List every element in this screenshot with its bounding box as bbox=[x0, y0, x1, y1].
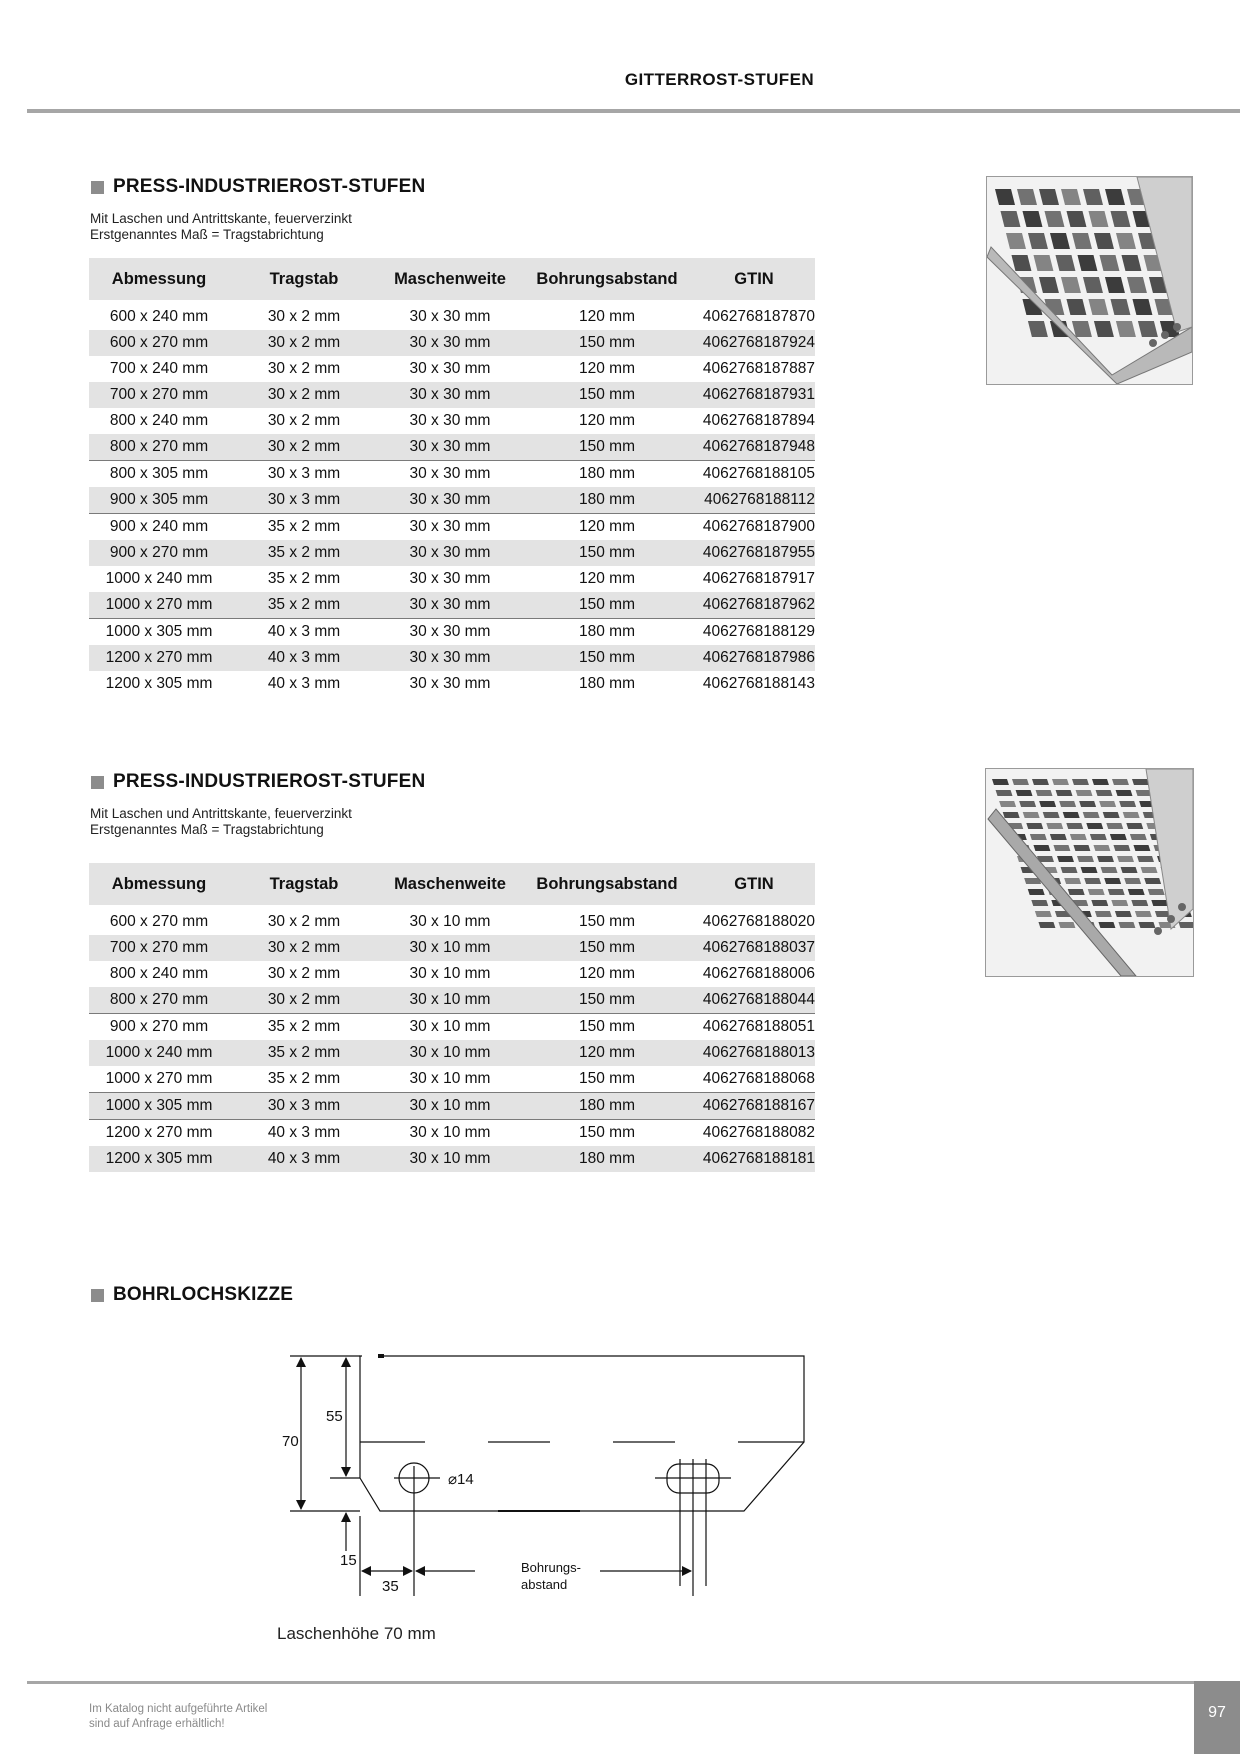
table-cell: 30 x 2 mm bbox=[229, 382, 379, 408]
table-cell: 180 mm bbox=[521, 461, 693, 488]
table-cell: 30 x 30 mm bbox=[379, 514, 521, 541]
column-header: Bohrungsabstand bbox=[521, 863, 693, 907]
table-cell: 35 x 2 mm bbox=[229, 1014, 379, 1041]
table-cell: 4062768188044 bbox=[693, 987, 815, 1014]
table-row bbox=[89, 645, 815, 671]
table-header-row bbox=[89, 258, 815, 302]
table-cell: 30 x 2 mm bbox=[267, 965, 341, 982]
drawing-section-title bbox=[91, 1284, 293, 1306]
table-row bbox=[89, 935, 815, 961]
table-row bbox=[89, 907, 815, 935]
table-cell: 1200 x 305 mm bbox=[89, 1146, 229, 1172]
column-header: Maschenweite bbox=[379, 258, 521, 302]
section-1-desc-line2: Erstgenanntes Maß = Tragstabrichtung bbox=[90, 227, 324, 242]
grating-step-photo-1 bbox=[986, 176, 1193, 385]
table-cell: 30 x 2 mm bbox=[267, 412, 341, 429]
table-cell: 30 x 30 mm bbox=[409, 570, 491, 587]
table-cell: 30 x 30 mm bbox=[379, 382, 521, 408]
section-marker-icon bbox=[91, 776, 104, 789]
table-row bbox=[89, 408, 815, 434]
section-marker-icon bbox=[91, 181, 104, 194]
table-cell: 30 x 10 mm bbox=[379, 1120, 521, 1147]
footer-note-line1: Im Katalog nicht aufgeführte Artikel bbox=[89, 1703, 268, 1715]
table-row bbox=[89, 540, 815, 566]
table-cell: 30 x 10 mm bbox=[379, 987, 521, 1014]
hole-diameter-label: ⌀14 bbox=[448, 1471, 474, 1488]
column-header: Tragstab bbox=[229, 863, 379, 907]
table-row bbox=[89, 514, 815, 541]
table-cell: 1200 x 270 mm bbox=[89, 645, 229, 671]
dim-55-label: 55 bbox=[326, 1408, 343, 1425]
table-row bbox=[89, 487, 815, 514]
table-cell: 120 mm bbox=[521, 514, 693, 541]
table-cell: 4062768188167 bbox=[693, 1093, 815, 1120]
table-cell: 30 x 2 mm bbox=[267, 360, 341, 377]
table-cell: 120 mm bbox=[579, 308, 635, 325]
table-cell: 35 x 2 mm bbox=[229, 592, 379, 619]
table-cell: 40 x 3 mm bbox=[229, 619, 379, 646]
table-row bbox=[89, 592, 815, 619]
table-cell: 30 x 30 mm bbox=[379, 434, 521, 461]
table-row bbox=[89, 1014, 815, 1041]
table-cell: 800 x 270 mm bbox=[89, 987, 229, 1014]
table-row bbox=[89, 330, 815, 356]
table-cell: 150 mm bbox=[521, 592, 693, 619]
table-cell: 4062768188006 bbox=[702, 965, 815, 982]
spacing-label-line1: Bohrungs- bbox=[521, 1560, 581, 1575]
table-cell: 1000 x 270 mm bbox=[89, 592, 229, 619]
table-cell: 4062768187986 bbox=[693, 645, 815, 671]
table-cell: 4062768188082 bbox=[693, 1120, 815, 1147]
spacing-label-line2: abstand bbox=[521, 1577, 568, 1592]
table-row bbox=[89, 356, 815, 382]
table-cell: 150 mm bbox=[579, 1070, 635, 1087]
footer-note bbox=[89, 1702, 267, 1732]
table-cell: 30 x 10 mm bbox=[379, 1014, 521, 1041]
table-cell: 40 x 3 mm bbox=[229, 1120, 379, 1147]
table-cell: 1000 x 305 mm bbox=[89, 619, 229, 646]
table-cell: 1200 x 270 mm bbox=[89, 1120, 229, 1147]
dim-15-label: 15 bbox=[340, 1552, 357, 1569]
table-cell: 35 x 2 mm bbox=[229, 514, 379, 541]
table-row bbox=[89, 1040, 815, 1066]
footer-note-line2: sind auf Anfrage erhältlich! bbox=[89, 1718, 225, 1730]
table-row bbox=[89, 434, 815, 461]
table-row bbox=[89, 671, 815, 697]
table-cell: 700 x 270 mm bbox=[89, 935, 229, 961]
table-header-row bbox=[89, 863, 815, 907]
table-cell: 1000 x 240 mm bbox=[89, 1040, 229, 1066]
section-2-desc-line2: Erstgenanntes Maß = Tragstabrichtung bbox=[90, 822, 324, 837]
table-cell: 30 x 10 mm bbox=[379, 1146, 521, 1172]
table-row bbox=[89, 1093, 815, 1120]
table-cell: 4062768188068 bbox=[702, 1070, 815, 1087]
table-cell: 1200 x 305 mm bbox=[105, 675, 213, 692]
table-cell: 30 x 30 mm bbox=[379, 540, 521, 566]
table-cell: 4062768187870 bbox=[702, 308, 815, 325]
section-marker-icon bbox=[91, 1289, 104, 1302]
table-cell: 30 x 10 mm bbox=[409, 1070, 491, 1087]
table-cell: 30 x 3 mm bbox=[229, 1093, 379, 1120]
table-cell: 150 mm bbox=[521, 935, 693, 961]
dim-35-label: 35 bbox=[382, 1578, 399, 1595]
table-cell: 4062768187887 bbox=[702, 360, 815, 377]
column-header: Maschenweite bbox=[379, 863, 521, 907]
table-cell: 800 x 270 mm bbox=[89, 434, 229, 461]
table-cell: 4062768187917 bbox=[702, 570, 815, 587]
table-cell: 150 mm bbox=[579, 913, 635, 930]
table-row bbox=[89, 302, 815, 330]
table-row bbox=[89, 382, 815, 408]
table-cell: 120 mm bbox=[579, 570, 635, 587]
table-cell: 30 x 30 mm bbox=[379, 592, 521, 619]
section-2-spec-table bbox=[89, 863, 815, 1172]
table-cell: 180 mm bbox=[521, 487, 693, 514]
table-row bbox=[89, 1066, 815, 1093]
table-cell: 30 x 3 mm bbox=[229, 461, 379, 488]
table-cell: 4062768188051 bbox=[693, 1014, 815, 1041]
table-cell: 120 mm bbox=[579, 412, 635, 429]
table-cell: 35 x 2 mm bbox=[267, 1070, 341, 1087]
table-row bbox=[89, 461, 815, 488]
table-cell: 40 x 3 mm bbox=[267, 675, 341, 692]
table-cell: 4062768187900 bbox=[693, 514, 815, 541]
table-cell: 600 x 270 mm bbox=[109, 913, 209, 930]
table-row bbox=[89, 619, 815, 646]
section-2-description bbox=[90, 806, 352, 838]
column-header: GTIN bbox=[693, 258, 815, 302]
table-cell: 4062768187931 bbox=[693, 382, 815, 408]
table-cell: 4062768188013 bbox=[693, 1040, 815, 1066]
table-cell: 900 x 270 mm bbox=[89, 540, 229, 566]
table-cell: 35 x 2 mm bbox=[229, 540, 379, 566]
drill-hole-sketch bbox=[270, 1346, 810, 1608]
table-cell: 30 x 30 mm bbox=[409, 308, 491, 325]
table-cell: 150 mm bbox=[521, 382, 693, 408]
table-cell: 120 mm bbox=[521, 1040, 693, 1066]
table-cell: 4062768187948 bbox=[693, 434, 815, 461]
table-row bbox=[89, 961, 815, 987]
section-2-title-text: PRESS-INDUSTRIEROST-STUFEN bbox=[113, 771, 426, 792]
table-cell: 800 x 305 mm bbox=[89, 461, 229, 488]
table-cell: 30 x 10 mm bbox=[409, 913, 491, 930]
section-1-title bbox=[91, 176, 425, 198]
table-cell: 4062768188181 bbox=[693, 1146, 815, 1172]
table-row bbox=[89, 1120, 815, 1147]
table-cell: 800 x 240 mm bbox=[109, 412, 209, 429]
table-cell: 1000 x 305 mm bbox=[89, 1093, 229, 1120]
table-cell: 1000 x 270 mm bbox=[105, 1070, 213, 1087]
drawing-caption: Laschenhöhe 70 mm bbox=[277, 1624, 436, 1643]
table-cell: 150 mm bbox=[521, 1014, 693, 1041]
table-cell: 150 mm bbox=[521, 645, 693, 671]
table-cell: 150 mm bbox=[521, 987, 693, 1014]
dim-70-label: 70 bbox=[282, 1433, 299, 1450]
column-header: Abmessung bbox=[89, 863, 229, 907]
table-cell: 35 x 2 mm bbox=[267, 570, 341, 587]
table-cell: 4062768188143 bbox=[702, 675, 815, 692]
table-cell: 150 mm bbox=[521, 540, 693, 566]
table-cell: 40 x 3 mm bbox=[229, 1146, 379, 1172]
column-header: GTIN bbox=[693, 863, 815, 907]
section-1-title-text: PRESS-INDUSTRIEROST-STUFEN bbox=[113, 176, 426, 197]
drawing-section-title-text: BOHRLOCHSKIZZE bbox=[113, 1284, 294, 1305]
table-cell: 30 x 10 mm bbox=[379, 1093, 521, 1120]
section-1-desc-line1: Mit Laschen und Antrittskante, feuerverzinkt bbox=[90, 211, 352, 226]
table-cell: 30 x 30 mm bbox=[379, 619, 521, 646]
table-cell: 35 x 2 mm bbox=[229, 1040, 379, 1066]
table-cell: 30 x 2 mm bbox=[229, 987, 379, 1014]
table-cell: 120 mm bbox=[579, 965, 635, 982]
table-cell: 30 x 3 mm bbox=[229, 487, 379, 514]
column-header: Tragstab bbox=[229, 258, 379, 302]
table-cell: 4062768187894 bbox=[702, 412, 815, 429]
table-cell: 700 x 270 mm bbox=[89, 382, 229, 408]
table-cell: 30 x 30 mm bbox=[409, 675, 491, 692]
table-cell: 30 x 2 mm bbox=[229, 330, 379, 356]
table-cell: 800 x 240 mm bbox=[109, 965, 209, 982]
table-cell: 30 x 2 mm bbox=[267, 913, 341, 930]
table-cell: 4062768187924 bbox=[693, 330, 815, 356]
table-cell: 150 mm bbox=[521, 434, 693, 461]
table-cell: 180 mm bbox=[579, 675, 635, 692]
table-cell: 600 x 270 mm bbox=[89, 330, 229, 356]
table-cell: 4062768188112 bbox=[693, 487, 815, 514]
column-header: Bohrungsabstand bbox=[521, 258, 693, 302]
table-cell: 4062768188105 bbox=[693, 461, 815, 488]
table-cell: 900 x 270 mm bbox=[89, 1014, 229, 1041]
table-cell: 30 x 2 mm bbox=[229, 434, 379, 461]
page-header-title: GITTERROST-STUFEN bbox=[624, 70, 814, 89]
table-cell: 30 x 10 mm bbox=[409, 965, 491, 982]
table-cell: 180 mm bbox=[521, 619, 693, 646]
table-cell: 30 x 30 mm bbox=[409, 412, 491, 429]
table-cell: 30 x 10 mm bbox=[379, 935, 521, 961]
table-cell: 30 x 2 mm bbox=[267, 308, 341, 325]
header-rule bbox=[27, 109, 1240, 113]
table-cell: 4062768188037 bbox=[693, 935, 815, 961]
table-cell: 180 mm bbox=[521, 1093, 693, 1120]
table-cell: 600 x 240 mm bbox=[109, 308, 209, 325]
table-cell: 180 mm bbox=[521, 1146, 693, 1172]
table-cell: 900 x 240 mm bbox=[89, 514, 229, 541]
table-cell: 30 x 2 mm bbox=[229, 935, 379, 961]
table-cell: 1000 x 240 mm bbox=[105, 570, 213, 587]
table-cell: 30 x 10 mm bbox=[379, 1040, 521, 1066]
table-cell: 4062768187955 bbox=[693, 540, 815, 566]
table-cell: 40 x 3 mm bbox=[229, 645, 379, 671]
table-row bbox=[89, 1146, 815, 1172]
page-number: 97 bbox=[1194, 1681, 1240, 1754]
table-cell: 30 x 30 mm bbox=[379, 487, 521, 514]
footer-rule bbox=[27, 1681, 1194, 1684]
table-cell: 4062768188020 bbox=[702, 913, 815, 930]
section-2-title bbox=[91, 771, 425, 793]
table-cell: 30 x 30 mm bbox=[379, 461, 521, 488]
table-cell: 150 mm bbox=[521, 1120, 693, 1147]
table-cell: 4062768187962 bbox=[693, 592, 815, 619]
section-1-description bbox=[90, 211, 352, 243]
table-cell: 700 x 240 mm bbox=[109, 360, 209, 377]
table-cell: 150 mm bbox=[521, 330, 693, 356]
grating-step-photo-2 bbox=[985, 768, 1194, 977]
table-row bbox=[89, 566, 815, 592]
table-cell: 120 mm bbox=[579, 360, 635, 377]
table-cell: 4062768188129 bbox=[693, 619, 815, 646]
table-row bbox=[89, 987, 815, 1014]
column-header: Abmessung bbox=[89, 258, 229, 302]
table-cell: 900 x 305 mm bbox=[89, 487, 229, 514]
section-1-spec-table bbox=[89, 258, 815, 697]
section-2-desc-line1: Mit Laschen und Antrittskante, feuerverzinkt bbox=[90, 806, 352, 821]
table-cell: 30 x 30 mm bbox=[409, 360, 491, 377]
table-cell: 30 x 30 mm bbox=[379, 330, 521, 356]
table-cell: 30 x 30 mm bbox=[379, 645, 521, 671]
